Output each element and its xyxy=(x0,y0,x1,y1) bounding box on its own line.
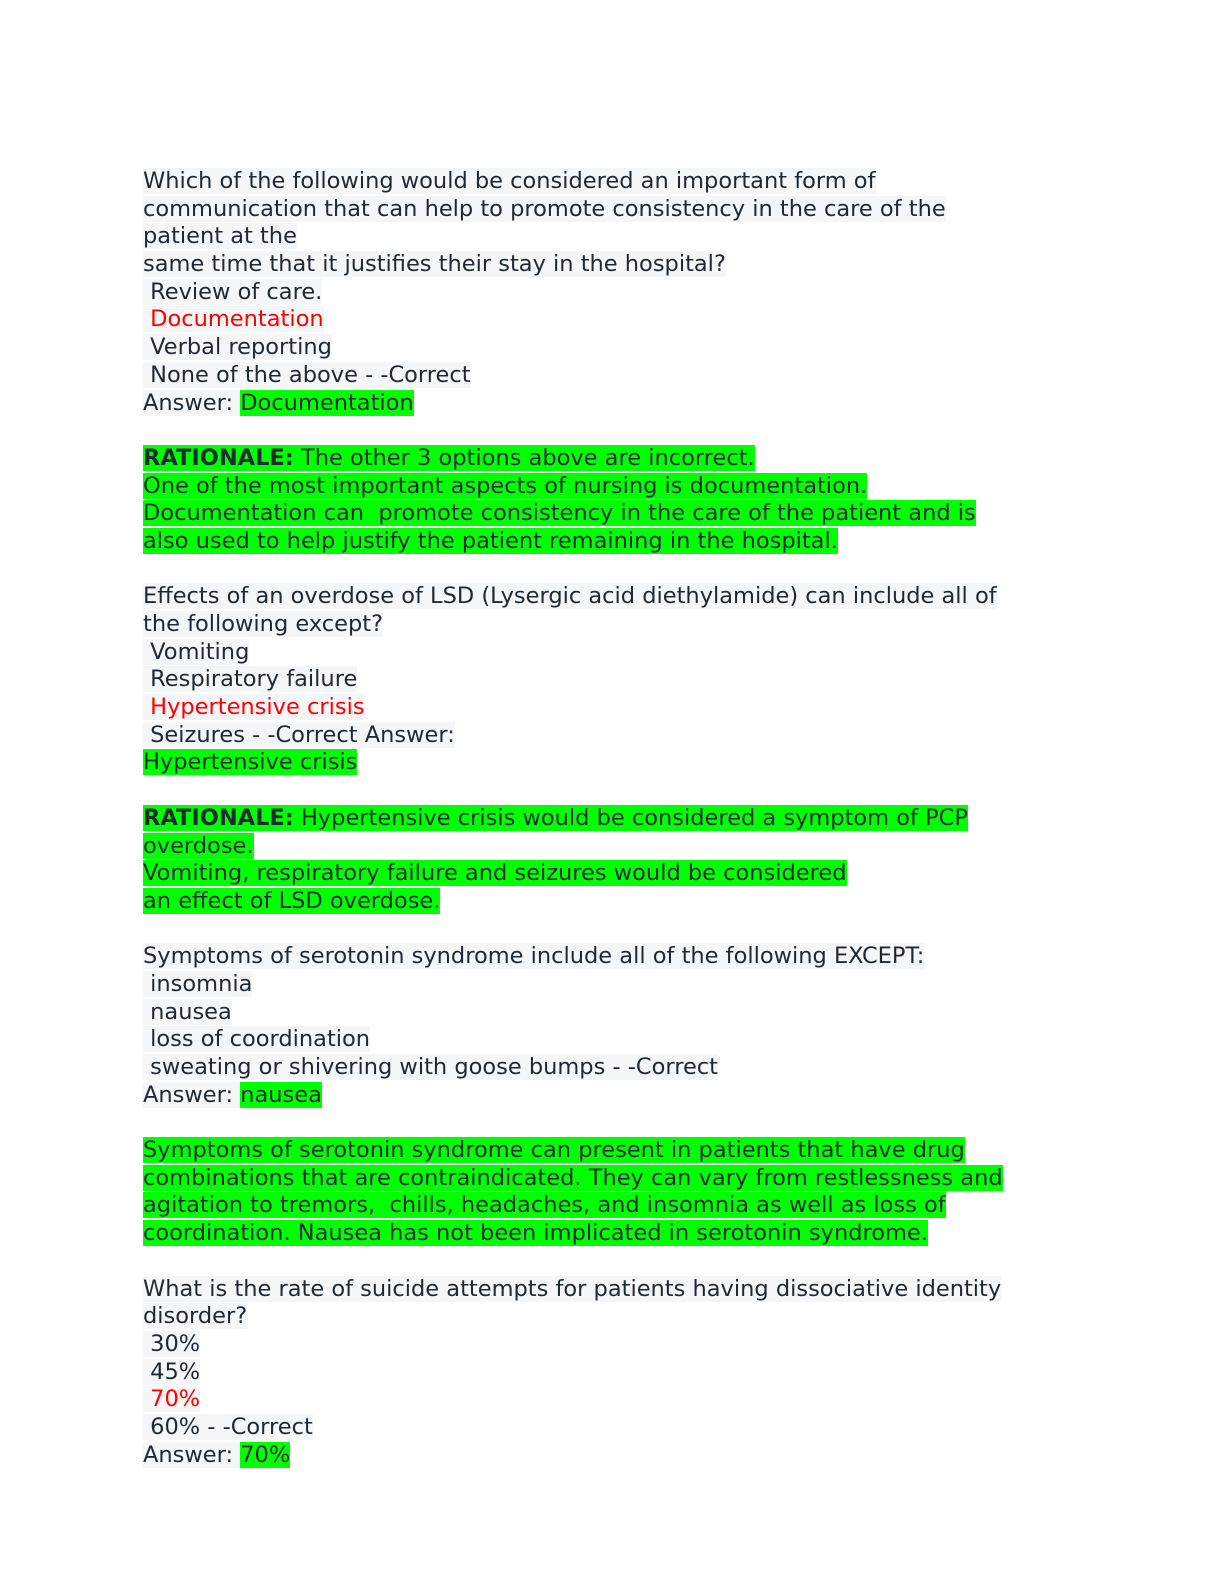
answer-highlight: Hypertensive crisis xyxy=(143,749,358,776)
option-line: sweating or shivering with goose bumps - -Correct xyxy=(143,1054,718,1080)
rationale-line: also used to help justify the patient remaining in the hospital. xyxy=(143,527,838,554)
option-line-correct: Documentation xyxy=(143,306,324,333)
question-line: What is the rate of suicide attempts for patients having dissociative identity xyxy=(143,1275,1002,1302)
rationale-line: RATIONALE: The other 3 options above are incorrect. xyxy=(143,444,755,471)
rationale-line: an effect of LSD overdose. xyxy=(143,887,441,914)
question-line: disorder? xyxy=(143,1303,248,1330)
rationale-line: combinations that are contraindicated. They can vary from restlessness and xyxy=(143,1164,1003,1191)
answer-highlight: 70% xyxy=(240,1441,291,1468)
option-line: nausea xyxy=(143,998,232,1025)
question-line: Effects of an overdose of LSD (Lysergic acid diethylamide) can include all of xyxy=(143,583,997,610)
option-line: None of the above - -Correct xyxy=(143,361,471,388)
question-line: the following except? xyxy=(143,611,384,637)
option-line: Respiratory failure xyxy=(143,666,358,693)
document-page xyxy=(143,168,1063,1469)
option-line: insomnia xyxy=(143,970,253,997)
question-block-1 xyxy=(143,168,1063,556)
option-line: loss of coordination xyxy=(143,1026,371,1053)
rationale-line: Vomiting, respiratory failure and seizures would be considered xyxy=(143,860,847,887)
answer-line xyxy=(143,749,1063,777)
option-line: Seizures - -Correct Answer: xyxy=(143,721,455,748)
option-line: 45% xyxy=(143,1358,201,1385)
option-line: Vomiting xyxy=(143,638,250,665)
rationale-line: RATIONALE: Hypertensive crisis would be considered a symptom of PCP xyxy=(143,804,968,831)
option-line: 60% - -Correct xyxy=(143,1413,313,1440)
rationale-line: overdose. xyxy=(143,832,254,859)
rationale-line: Documentation can promote consistency in the care of the patient and is xyxy=(143,500,976,527)
rationale-line: agitation to tremors, chills, headaches, and insomnia as well as loss of xyxy=(143,1192,946,1219)
option-line-correct: Hypertensive crisis xyxy=(143,694,365,721)
question-block-3 xyxy=(143,943,1063,1248)
rationale-label: RATIONALE: xyxy=(143,804,294,831)
rationale-label: RATIONALE: xyxy=(143,444,294,471)
answer-highlight: nausea xyxy=(240,1081,322,1108)
question-line: same time that it justifies their stay in the hospital? xyxy=(143,251,726,278)
question-block-4 xyxy=(143,1276,1063,1470)
answer-line: Answer: nausea xyxy=(143,1081,322,1108)
option-line: Review of care. xyxy=(143,278,323,305)
option-line-correct: 70% xyxy=(143,1386,201,1413)
rationale-line: One of the most important aspects of nursing is documentation. xyxy=(143,472,868,499)
question-line: Which of the following would be considered an important form of xyxy=(143,168,876,194)
answer-line: Answer: 70% xyxy=(143,1441,291,1468)
answer-line: Answer: Documentation xyxy=(143,389,414,416)
rationale-line: coordination. Nausea has not been implicated in serotonin syndrome. xyxy=(143,1220,928,1247)
question-block-2 xyxy=(143,583,1063,915)
option-line: 30% xyxy=(143,1330,201,1357)
question-line: communication that can help to promote consistency in the care of the xyxy=(143,195,946,222)
rationale-line: Symptoms of serotonin syndrome can present in patients that have drug xyxy=(143,1137,965,1164)
question-line: Symptoms of serotonin syndrome include all of the following EXCEPT: xyxy=(143,943,925,970)
question-line: patient at the xyxy=(143,223,297,250)
option-line: Verbal reporting xyxy=(143,334,332,361)
answer-highlight: Documentation xyxy=(240,389,414,416)
